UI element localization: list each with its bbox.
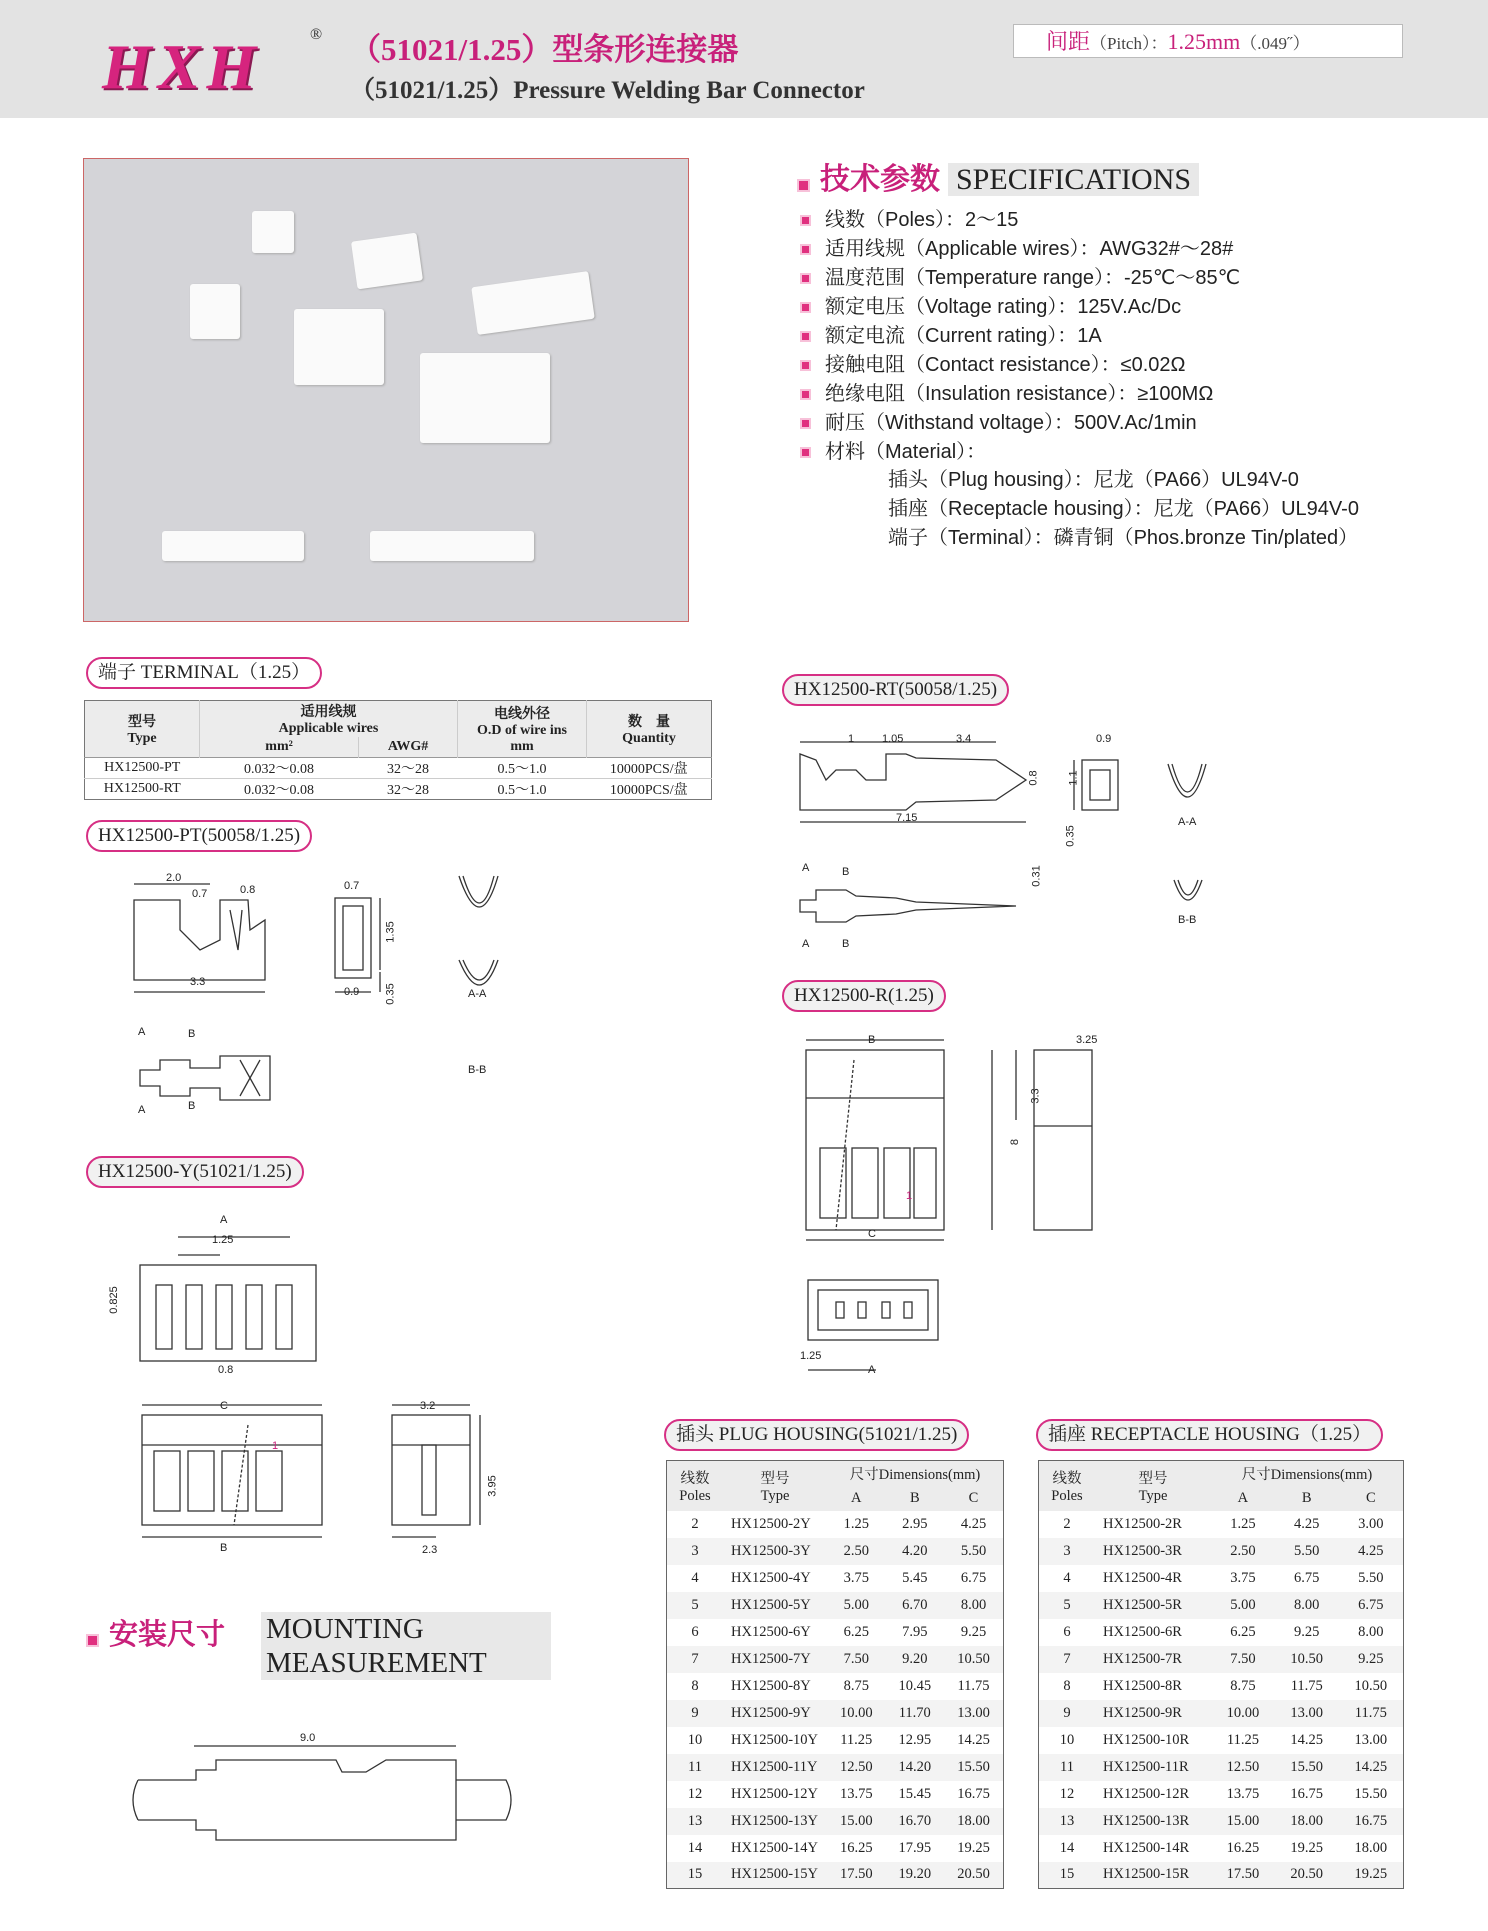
table-cell: 10.50 bbox=[1290, 1650, 1324, 1667]
table-cell: 6 bbox=[1063, 1623, 1071, 1640]
dim-label: 2.0 bbox=[166, 872, 182, 884]
th-awg: AWG# bbox=[359, 737, 458, 757]
table-cell: 5.50 bbox=[1358, 1569, 1384, 1586]
table-cell: 12.95 bbox=[898, 1731, 932, 1748]
registered-mark: ® bbox=[310, 26, 323, 43]
table-cell: 10.00 bbox=[1226, 1704, 1260, 1721]
table-row bbox=[667, 1592, 1004, 1619]
table-cell: 6.75 bbox=[960, 1569, 987, 1586]
table-cell: 1.25 bbox=[843, 1515, 869, 1532]
table-row bbox=[667, 1538, 1004, 1565]
dim-label: 0.31 bbox=[1030, 865, 1043, 887]
table-cell: 3 bbox=[1063, 1542, 1071, 1559]
th-od: 电线外径 O.D of wire ins mm bbox=[458, 701, 587, 758]
table-cell: 6.25 bbox=[1230, 1623, 1256, 1640]
table-cell: HX12500-5R bbox=[1103, 1596, 1182, 1613]
table-cell: 12.50 bbox=[1226, 1758, 1260, 1775]
bullet-square-icon bbox=[800, 331, 811, 342]
table-cell: HX12500-5Y bbox=[731, 1596, 811, 1613]
mounting-heading bbox=[86, 1612, 546, 1682]
terminal-table bbox=[84, 700, 712, 800]
pitch-inch: （.049˝） bbox=[1240, 34, 1310, 53]
table-cell: 4.25 bbox=[1358, 1542, 1384, 1559]
table-cell: 16.75 bbox=[957, 1785, 990, 1802]
table-cell: HX12500-8Y bbox=[731, 1677, 811, 1694]
spec-material-receptacle: 插座（Receptacle housing）：尼龙（PA66）UL94V-0 bbox=[888, 498, 1359, 520]
photo-terminal-strip-1 bbox=[162, 531, 304, 561]
photo-connector-5p bbox=[351, 233, 423, 290]
table-cell: 10 bbox=[687, 1731, 703, 1748]
table-cell: 15.50 bbox=[957, 1758, 990, 1775]
table-cell: 2 bbox=[691, 1515, 699, 1532]
spec-item: 温度范围（Temperature range）：-25℃～85℃ bbox=[800, 261, 1240, 290]
table-row bbox=[1039, 1727, 1404, 1754]
table-cell: 8.00 bbox=[1294, 1596, 1320, 1613]
bullet-square-icon bbox=[86, 1634, 99, 1647]
table-row bbox=[667, 1808, 1004, 1835]
dim-label: 0.9 bbox=[344, 986, 360, 998]
table-cell: 7 bbox=[691, 1650, 699, 1667]
plug-housing-table: 线数 Poles 型号 Type 尺寸Dimensions(mm) A B C 2 HX12500-2Y 1.25 2.95 4.25 3 HX12500-3Y 2.50 4.20 5.50 4 HX12500-4Y 3.75 5.45 6.75 5 HX12500-5Y 5.00 6.70 8.00 6 HX12500-6Y 6.25 7.95 9.25 7 HX12500-7Y 7.50 9.20 10.50 8 HX12500-8Y 8.75 10.45 11.75 9 HX12500-9Y 10.00 11.70 13.00 10 HX12500-10Y 11.25 12.95 14.25 11 HX12500-11Y 12.50 14.20 15.50 12 HX12500-12Y 13.75 15.45 16.75 13 HX12500-13Y 15.00 16.70 18.00 14 HX12500-14Y 16.25 17.95 19.25 15 HX12500-15Y 17.50 19.20 20.50 bbox=[666, 1460, 1004, 1889]
table-cell: 11.25 bbox=[1226, 1731, 1259, 1748]
table-cell: 11 bbox=[688, 1758, 702, 1775]
table-cell: 16.25 bbox=[1226, 1839, 1260, 1856]
dim-label: B bbox=[868, 1034, 876, 1046]
table-cell: 10.00 bbox=[839, 1704, 873, 1721]
table-row bbox=[667, 1565, 1004, 1592]
dim-label: A-A bbox=[468, 988, 487, 1000]
bullet-square-icon bbox=[797, 179, 810, 192]
table-cell: HX12500-9Y bbox=[731, 1704, 811, 1721]
spec-item: 额定电压（Voltage rating）：125V.Ac/Dc bbox=[800, 290, 1181, 319]
spec-item: 适用线规（Applicable wires）：AWG32#～28# bbox=[800, 232, 1233, 261]
table-cell: 17.95 bbox=[898, 1839, 932, 1856]
table-cell: 15.50 bbox=[1354, 1785, 1388, 1802]
table-row bbox=[667, 1700, 1004, 1727]
dim-label: B-B bbox=[1178, 914, 1197, 926]
dim-label: C bbox=[868, 1228, 876, 1240]
photo-terminal-strip-2 bbox=[370, 531, 534, 561]
table-row bbox=[667, 1727, 1004, 1754]
table-cell: 11.75 bbox=[957, 1677, 990, 1694]
table-cell: 2.50 bbox=[1230, 1542, 1256, 1559]
table-cell: HX12500-13Y bbox=[731, 1812, 818, 1829]
table-cell: 19.25 bbox=[957, 1839, 990, 1856]
table-cell: 8 bbox=[1063, 1677, 1071, 1694]
table-cell: 17.50 bbox=[1226, 1866, 1260, 1883]
product-photo bbox=[83, 158, 689, 622]
table-cell: 5.50 bbox=[960, 1542, 987, 1559]
table-cell: 20.50 bbox=[1290, 1866, 1324, 1883]
pt-drawing-label: HX12500-PT(50058/1.25) bbox=[86, 820, 312, 852]
table-cell: HX12500-3Y bbox=[731, 1542, 811, 1559]
rt-drawing-label: HX12500-RT(50058/1.25) bbox=[782, 674, 1009, 706]
receptacle-housing-table: 线数 Poles 型号 Type 尺寸Dimensions(mm) A B C 2 HX12500-2R 1.25 4.25 3.00 3 HX12500-3R 2.50 5.50 4.25 4 HX12500-4R 3.75 6.75 5.50 5 HX12500-5R 5.00 8.00 6.75 6 HX12500-6R 6.25 9.25 8.00 7 HX12500-7R 7.50 10.50 9.25 8 HX12500-8R 8.75 11.75 10.50 9 HX12500-9R 10.00 13.00 11.75 10 HX12500-10R 11.25 14.25 13.00 11 HX12500-11R 12.50 15.50 14.25 12 HX12500-12R 13.75 16.75 15.50 13 HX12500-13R 15.00 18.00 16.75 14 HX12500-14R 16.25 19.25 18.00 15 HX12500-15R 17.50 20.50 19.25 bbox=[1038, 1460, 1404, 1889]
table-row: HX12500-PT 0.032～0.08 32～28 0.5～1.0 10000PCS/盘 bbox=[85, 757, 712, 778]
dim-label: A bbox=[802, 862, 810, 874]
y-housing-drawing bbox=[130, 1225, 530, 1565]
title-chinese: （51021/1.25）型条形连接器 bbox=[350, 32, 739, 67]
bullet-square-icon bbox=[800, 389, 811, 400]
table-cell: 15.45 bbox=[898, 1785, 932, 1802]
pt-terminal-drawing bbox=[120, 870, 540, 1140]
spec-material-terminal: 端子（Terminal）：磷青铜（Phos.bronze Tin/plated） bbox=[888, 527, 1359, 549]
dim-label: 0.35 bbox=[384, 983, 397, 1005]
dim-label: 0.8 bbox=[1027, 770, 1040, 786]
table-cell: 13.75 bbox=[839, 1785, 873, 1802]
table-cell: HX12500-11Y bbox=[731, 1758, 818, 1775]
dim-label: 0.8 bbox=[218, 1364, 234, 1376]
dim-label: B bbox=[188, 1028, 196, 1040]
table-row bbox=[667, 1673, 1004, 1700]
table-cell: 2.50 bbox=[843, 1542, 869, 1559]
table-cell: HX12500-12R bbox=[1103, 1785, 1190, 1802]
dim-label: 8 bbox=[1009, 1138, 1022, 1146]
pitch-label-cn: 间距 bbox=[1046, 29, 1091, 54]
table-cell: 7.50 bbox=[1230, 1650, 1256, 1667]
spec-item: 接触电阻（Contact resistance）：≤0.02Ω bbox=[800, 348, 1186, 377]
table-row bbox=[667, 1511, 1004, 1538]
bullet-square-icon bbox=[800, 447, 811, 458]
table-cell: 16.25 bbox=[839, 1839, 873, 1856]
dim-label: 1.05 bbox=[882, 733, 904, 745]
table-cell: 5.00 bbox=[1230, 1596, 1256, 1613]
spec-item: 材料（Material）： bbox=[800, 435, 986, 464]
table-cell: 14 bbox=[687, 1839, 703, 1856]
dim-label: 1.35 bbox=[384, 921, 397, 943]
dim-label: 3.3 bbox=[190, 976, 206, 988]
table-row bbox=[1039, 1538, 1404, 1565]
specs-heading-cn: 技术参数 bbox=[820, 163, 940, 196]
table-cell: 19.20 bbox=[898, 1866, 932, 1883]
th-wires: 适用线规 Applicable wires bbox=[200, 701, 458, 738]
dim-label: A bbox=[802, 938, 810, 950]
table-row bbox=[1039, 1700, 1404, 1727]
table-row bbox=[1039, 1592, 1404, 1619]
table-cell: 17.50 bbox=[839, 1866, 873, 1883]
dim-label: 0.35 bbox=[1064, 825, 1077, 847]
table-row bbox=[1039, 1835, 1404, 1862]
table-cell: 6.70 bbox=[902, 1596, 928, 1613]
dim-label: 1 bbox=[848, 733, 855, 745]
dim-label: 3.4 bbox=[956, 733, 972, 745]
brand-logo: HXH bbox=[102, 31, 263, 102]
table-cell: 7 bbox=[1063, 1650, 1071, 1667]
table-cell: 16.75 bbox=[1354, 1812, 1388, 1829]
table-row: HX12500-RT 0.032～0.08 32～28 0.5～1.0 10000PCS/盘 bbox=[85, 778, 712, 799]
dim-label: A bbox=[868, 1364, 876, 1376]
specs-heading-en: SPECIFICATIONS bbox=[948, 163, 1199, 196]
table-cell: 12 bbox=[687, 1785, 703, 1802]
table-cell: 3.00 bbox=[1358, 1515, 1384, 1532]
y-drawing-label: HX12500-Y(51021/1.25) bbox=[86, 1156, 304, 1188]
photo-connector-2p bbox=[252, 211, 294, 253]
table-row bbox=[667, 1646, 1004, 1673]
pitch-label-en: （Pitch）： bbox=[1090, 34, 1168, 53]
table-row bbox=[1039, 1619, 1404, 1646]
table-cell: 20.50 bbox=[957, 1866, 990, 1883]
dim-label: A bbox=[138, 1026, 146, 1038]
dim-label: 9.0 bbox=[300, 1732, 316, 1744]
table-cell: HX12500-7R bbox=[1103, 1650, 1182, 1667]
table-cell: 11.25 bbox=[840, 1731, 873, 1748]
dim-label: 2.3 bbox=[422, 1544, 438, 1556]
dim-label: B bbox=[188, 1100, 196, 1112]
dim-label: A-A bbox=[1178, 816, 1197, 828]
pitch-box bbox=[1013, 24, 1403, 58]
dim-label: A bbox=[220, 1214, 228, 1226]
table-cell: 9.25 bbox=[1358, 1650, 1384, 1667]
table-cell: 10.45 bbox=[898, 1677, 932, 1694]
dim-label: C bbox=[220, 1400, 228, 1412]
table-cell: HX12500-11R bbox=[1103, 1758, 1189, 1775]
photo-connector-10p bbox=[420, 353, 550, 443]
table-cell: HX12500-4Y bbox=[731, 1569, 811, 1586]
dim-label: B bbox=[842, 938, 850, 950]
table-cell: 11.75 bbox=[1290, 1677, 1323, 1694]
bullet-square-icon bbox=[800, 302, 811, 313]
table-cell: 7.95 bbox=[902, 1623, 928, 1640]
table-cell: 13 bbox=[687, 1812, 703, 1829]
dim-label: 3.3 bbox=[1029, 1088, 1042, 1104]
table-cell: 5.50 bbox=[1294, 1542, 1320, 1559]
table-cell: 16.70 bbox=[898, 1812, 932, 1829]
pin1-marker: 1 bbox=[906, 1190, 913, 1202]
table-row bbox=[1039, 1646, 1404, 1673]
table-cell: 1.25 bbox=[1230, 1515, 1256, 1532]
table-cell: 5 bbox=[691, 1596, 699, 1613]
spec-material-plug: 插头（Plug housing）：尼龙（PA66）UL94V-0 bbox=[888, 469, 1299, 491]
mounting-drawing bbox=[136, 1740, 516, 1890]
table-cell: 19.25 bbox=[1354, 1866, 1388, 1883]
table-cell: 8 bbox=[691, 1677, 699, 1694]
table-cell: 8.00 bbox=[960, 1596, 987, 1613]
r-housing-drawing bbox=[796, 1040, 1136, 1370]
table-cell: HX12500-14R bbox=[1103, 1839, 1190, 1856]
table-cell: 2.95 bbox=[902, 1515, 928, 1532]
table-cell: 6.75 bbox=[1358, 1596, 1384, 1613]
table-cell: HX12500-7Y bbox=[731, 1650, 811, 1667]
table-cell: 11.75 bbox=[1354, 1704, 1387, 1721]
table-cell: 3.75 bbox=[1230, 1569, 1256, 1586]
table-cell: 10.50 bbox=[1354, 1677, 1388, 1694]
pin1-marker: 1 bbox=[272, 1440, 279, 1452]
table-cell: 9.20 bbox=[902, 1650, 928, 1667]
table-cell: 15.00 bbox=[1226, 1812, 1260, 1829]
table-cell: HX12500-10R bbox=[1103, 1731, 1190, 1748]
table-cell: 9 bbox=[691, 1704, 699, 1721]
table-cell: 13.00 bbox=[1290, 1704, 1324, 1721]
table-cell: 10.50 bbox=[957, 1650, 990, 1667]
table-cell: 18.00 bbox=[1354, 1839, 1388, 1856]
table-row bbox=[1039, 1862, 1404, 1889]
dim-label: 0.7 bbox=[192, 888, 208, 900]
table-cell: HX12500-15R bbox=[1103, 1866, 1190, 1883]
title-english: （51021/1.25）Pressure Welding Bar Connector bbox=[350, 77, 865, 104]
table-cell: HX12500-4R bbox=[1103, 1569, 1182, 1586]
photo-connector-6p bbox=[294, 309, 384, 385]
table-cell: HX12500-6Y bbox=[731, 1623, 811, 1640]
table-cell: HX12500-2Y bbox=[731, 1515, 811, 1532]
dim-label: 1.25 bbox=[212, 1234, 234, 1246]
table-cell: 13 bbox=[1059, 1812, 1075, 1829]
table-cell: 15 bbox=[687, 1866, 703, 1883]
mounting-heading-en: MOUNTING MEASUREMENT bbox=[261, 1612, 551, 1680]
table-cell: 6.25 bbox=[843, 1623, 869, 1640]
spec-item: 绝缘电阻（Insulation resistance）：≥100MΩ bbox=[800, 377, 1213, 406]
bullet-square-icon bbox=[800, 215, 811, 226]
dim-label: 0.9 bbox=[1096, 733, 1112, 745]
table-cell: 4.25 bbox=[1294, 1515, 1320, 1532]
table-row bbox=[1039, 1781, 1404, 1808]
spec-item: 额定电流（Current rating）：1A bbox=[800, 319, 1102, 348]
table-cell: 12.50 bbox=[839, 1758, 873, 1775]
table-cell: HX12500-15Y bbox=[731, 1866, 818, 1883]
table-cell: 15.50 bbox=[1290, 1758, 1324, 1775]
terminal-label: 端子 TERMINAL（1.25） bbox=[86, 657, 322, 689]
table-row bbox=[1039, 1673, 1404, 1700]
bullet-square-icon bbox=[800, 418, 811, 429]
rt-terminal-drawing bbox=[796, 730, 1216, 960]
th-qty: 数 量 Quantity bbox=[622, 714, 676, 746]
table-cell: 8.75 bbox=[1230, 1677, 1256, 1694]
table-cell: 4.20 bbox=[902, 1542, 928, 1559]
table-row bbox=[1039, 1808, 1404, 1835]
table-cell: 13.75 bbox=[1226, 1785, 1260, 1802]
table-cell: 18.00 bbox=[1290, 1812, 1324, 1829]
table-cell: 2 bbox=[1063, 1515, 1071, 1532]
table-cell: 16.75 bbox=[1290, 1785, 1324, 1802]
table-cell: HX12500-13R bbox=[1103, 1812, 1190, 1829]
bullet-square-icon bbox=[800, 273, 811, 284]
dim-label: 0.8 bbox=[240, 884, 256, 896]
dim-label: B bbox=[842, 866, 850, 878]
dim-label: 3.95 bbox=[486, 1475, 499, 1497]
table-row bbox=[667, 1781, 1004, 1808]
table-cell: 3 bbox=[691, 1542, 699, 1559]
table-cell: 14.25 bbox=[1290, 1731, 1324, 1748]
table-cell: 9 bbox=[1063, 1704, 1071, 1721]
dim-label: 1.25 bbox=[800, 1350, 822, 1362]
table-cell: HX12500-3R bbox=[1103, 1542, 1182, 1559]
dim-label: 3.2 bbox=[420, 1400, 436, 1412]
dim-label: 3.25 bbox=[1076, 1034, 1098, 1046]
table-row bbox=[667, 1754, 1004, 1781]
table-cell: 13.00 bbox=[1354, 1731, 1388, 1748]
table-cell: 18.00 bbox=[957, 1812, 990, 1829]
table-cell: 11.70 bbox=[898, 1704, 931, 1721]
table-cell: 11 bbox=[1060, 1758, 1074, 1775]
table-cell: 8.00 bbox=[1358, 1623, 1384, 1640]
table-cell: HX12500-14Y bbox=[731, 1839, 818, 1856]
table-cell: 8.75 bbox=[843, 1677, 869, 1694]
pitch-mm: 1.25mm bbox=[1167, 29, 1241, 54]
photo-connector-8p bbox=[471, 271, 595, 335]
specs-heading bbox=[797, 154, 1199, 198]
dim-label: 0.7 bbox=[344, 880, 360, 892]
table-row bbox=[1039, 1565, 1404, 1592]
table-cell: HX12500-10Y bbox=[731, 1731, 818, 1748]
receptacle-housing-label: 插座 RECEPTACLE HOUSING（1.25） bbox=[1036, 1419, 1383, 1451]
table-cell: HX12500-12Y bbox=[731, 1785, 818, 1802]
table-cell: 4 bbox=[1063, 1569, 1071, 1586]
dim-label: 7.15 bbox=[896, 812, 918, 824]
table-row bbox=[667, 1862, 1004, 1889]
spec-item: 耐压（Withstand voltage）：500V.Ac/1min bbox=[800, 406, 1197, 435]
table-row bbox=[1039, 1511, 1404, 1538]
table-cell: HX12500-6R bbox=[1103, 1623, 1182, 1640]
dim-label: 0.825 bbox=[107, 1286, 120, 1314]
table-cell: 5.45 bbox=[902, 1569, 928, 1586]
table-cell: 9.25 bbox=[1294, 1623, 1320, 1640]
table-cell: 9.25 bbox=[960, 1623, 987, 1640]
table-row bbox=[667, 1835, 1004, 1862]
table-cell: 14.25 bbox=[1354, 1758, 1388, 1775]
dim-label: 1.1 bbox=[1067, 770, 1080, 786]
mounting-heading-cn: 安装尺寸 bbox=[109, 1619, 226, 1651]
dim-label: B-B bbox=[468, 1064, 487, 1076]
table-cell: 7.50 bbox=[843, 1650, 869, 1667]
r-drawing-label: HX12500-R(1.25) bbox=[782, 980, 946, 1012]
table-cell: 14.20 bbox=[898, 1758, 932, 1775]
table-row bbox=[1039, 1754, 1404, 1781]
table-cell: 15.00 bbox=[839, 1812, 873, 1829]
table-cell: HX12500-8R bbox=[1103, 1677, 1182, 1694]
table-cell: 6 bbox=[691, 1623, 699, 1640]
table-cell: 4 bbox=[691, 1569, 699, 1586]
table-cell: 3.75 bbox=[843, 1569, 869, 1586]
dim-label: A bbox=[138, 1104, 146, 1116]
table-cell: HX12500-2R bbox=[1103, 1515, 1182, 1532]
table-cell: 5 bbox=[1063, 1596, 1071, 1613]
th-type: 型号 Type bbox=[85, 701, 200, 758]
spec-item: 线数（Poles）：2～15 bbox=[800, 203, 1018, 232]
th-mm2: mm² bbox=[200, 737, 359, 757]
table-cell: 4.25 bbox=[960, 1515, 987, 1532]
dim-label: B bbox=[220, 1542, 228, 1554]
bullet-square-icon bbox=[800, 360, 811, 371]
table-cell: 10 bbox=[1059, 1731, 1075, 1748]
table-cell: 14.25 bbox=[957, 1731, 990, 1748]
table-cell: 19.25 bbox=[1290, 1839, 1324, 1856]
table-cell: HX12500-9R bbox=[1103, 1704, 1182, 1721]
table-cell: 5.00 bbox=[843, 1596, 869, 1613]
plug-housing-label: 插头 PLUG HOUSING(51021/1.25) bbox=[664, 1419, 969, 1451]
table-row bbox=[667, 1619, 1004, 1646]
photo-connector-3p bbox=[190, 284, 240, 339]
bullet-square-icon bbox=[800, 244, 811, 255]
table-cell: 13.00 bbox=[957, 1704, 990, 1721]
table-cell: 14 bbox=[1059, 1839, 1075, 1856]
table-cell: 6.75 bbox=[1294, 1569, 1320, 1586]
table-cell: 15 bbox=[1059, 1866, 1075, 1883]
table-cell: 12 bbox=[1059, 1785, 1075, 1802]
